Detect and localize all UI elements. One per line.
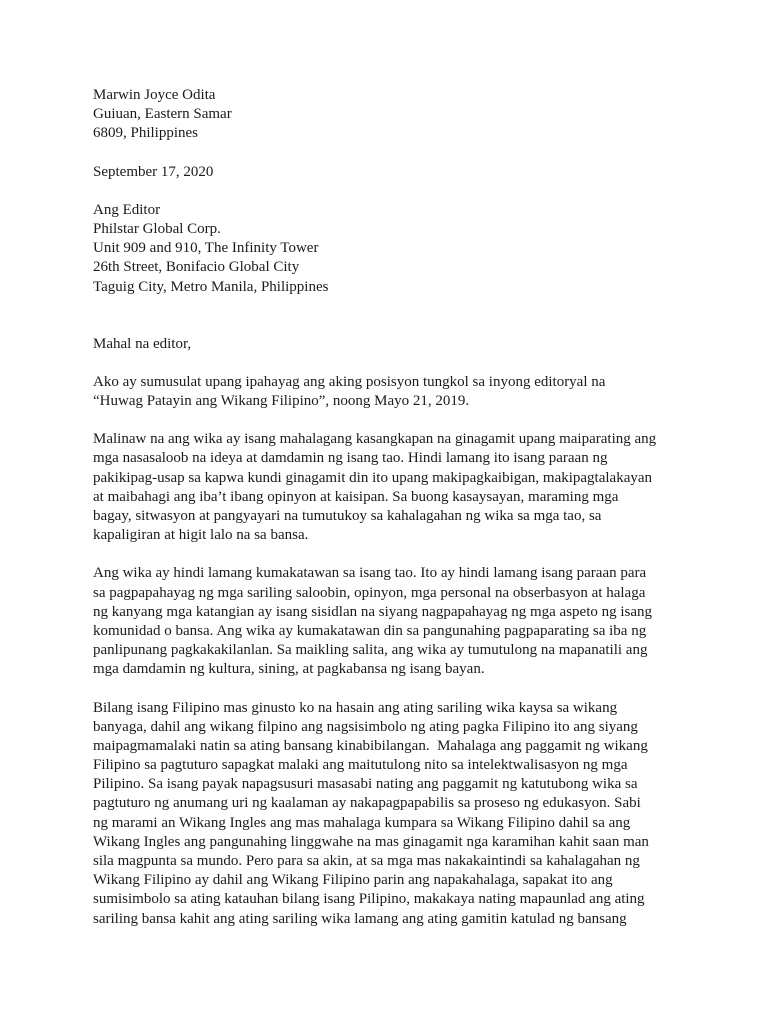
- paragraph-line: pakikipag-usap sa kapwa kundi ginagamit din ito upang makipagkaibigan, makipagtalakayan: [93, 469, 653, 486]
- letter-date: September 17, 2020: [93, 163, 214, 180]
- paragraph-line: Pilipino. Sa isang payak napagsusuri masasabi nating ang paggamit ng katutubong wika sa: [93, 776, 638, 793]
- sender-name: Marwin Joyce Odita: [93, 87, 216, 103]
- paragraph-line: kapaligiran at higit lalo na sa bansa.: [93, 527, 309, 544]
- paragraph-line: sila magpunta sa mundo. Pero para sa akin, at sa mga mas nakakaintindi sa kahalagahan ng: [93, 853, 640, 869]
- paragraph-line: Wikang Ingles ang pangunahing linggwahe na mas ginagamit nga karamihan kahit saan man: [93, 833, 649, 850]
- letter-body: [93, 86, 693, 929]
- paragraph-line: Wikang Filipino ay dahil ang Wikang Filipino parin ang napakahalaga, sapakat ito ang: [93, 872, 613, 889]
- paragraph-line: komunidad o bansa. Ang wika ay kumakatawan din sa pangunahing pagpaparating sa iba ng: [93, 622, 647, 639]
- paragraph-line: bagay, sitwasyon at pangyayari na tumutukoy sa kahalagahan ng wika sa mga tao, sa: [93, 508, 602, 524]
- paragraph-line: at maibahagi ang iba’t ibang opinyon at kaisipan. Sa buong kasaysayan, maraming mga: [93, 488, 619, 505]
- recipient-company: Philstar Global Corp.: [93, 220, 221, 237]
- paragraph-1: [93, 373, 693, 411]
- paragraph-line: Bilang isang Filipino mas ginusto ko na hasain ang ating sariling wika kaysa sa wikang: [93, 699, 618, 716]
- paragraph-4: [93, 699, 693, 929]
- paragraph-line: Ako ay sumusulat upang ipahayag ang aking posisyon tungkol sa inyong editoryal na: [93, 373, 606, 390]
- paragraph-line: ng marami an Wikang Ingles ang mas mahalaga kumpara sa Wikang Filipino dahil sa ang: [93, 814, 631, 831]
- recipient-block: [93, 201, 693, 297]
- paragraph-line: “Huwag Patayin ang Wikang Filipino”, noong Mayo 21, 2019.: [93, 393, 470, 410]
- salutation: Mahal na editor,: [93, 335, 192, 352]
- paragraph-line: Ang wika ay hindi lamang kumakatawan sa isang tao. Ito ay hindi lamang isang paraan para: [93, 565, 647, 582]
- paragraph-3: [93, 564, 693, 679]
- recipient-address-line-1: Unit 909 and 910, The Infinity Tower: [93, 240, 319, 257]
- paragraph-line: mga damdamin ng kultura, sining, at pagkabansa ng isang bayan.: [93, 661, 485, 678]
- paragraph-2: [93, 430, 693, 545]
- paragraph-line: ng kanyang mga katangian ay isang sisidlan na siyang nagpapahayag ng mga aspeto ng isang: [93, 603, 653, 620]
- paragraph-line: mga nasasaloob na ideya at damdamin ng isang tao. Hindi lamang ito isang paraan ng: [93, 450, 608, 467]
- recipient-title: Ang Editor: [93, 201, 161, 218]
- recipient-address-line-3: Taguig City, Metro Manila, Philippines: [93, 278, 329, 295]
- paragraph-line: sariling bansa kahit ang ating sariling wika lamang ang ating gamitin katulad ng bansang: [93, 910, 627, 927]
- recipient-address-line-2: 26th Street, Bonifacio Global City: [93, 259, 300, 276]
- paragraph-line: Malinaw na ang wika ay isang mahalagang kasangkapan na ginagamit upang maiparating ang: [93, 431, 657, 448]
- sender-postal: 6809, Philippines: [93, 125, 199, 142]
- paragraph-line: maipagmamalaki natin sa ating bansang kinabibilangan. Mahalaga ang paggamit ng wikang: [93, 737, 648, 754]
- paragraph-line: banyaga, dahil ang wikang filpino ang nagsisimbolo ng ating pagka Filipino ito ang siyang: [93, 718, 638, 735]
- paragraph-line: panlipunang pagkakakilanlan. Sa maikling salita, ang wika ay tumutulong na mapanatili ang: [93, 642, 648, 659]
- paragraph-line: Filipino sa pagtuturo sapagkat malaki ang maitutulong nito sa intelektwalisasyon ng mga: [93, 757, 628, 774]
- paragraph-line: sumisimbolo sa ating katauhan bilang isang Pilipino, makakaya nating mapaunlad ang ating: [93, 891, 645, 908]
- sender-block: [93, 86, 693, 144]
- paragraph-line: sa pagpapahayag ng mga sariling saloobin, opinyon, mga personal na obserbasyon at halaga: [93, 584, 646, 601]
- sender-city: Guiuan, Eastern Samar: [93, 106, 232, 123]
- paragraph-line: pagtuturo ng anumang uri ng kaalaman ay nakapagpapabilis sa proseso ng edukasyon. Sabi: [93, 795, 641, 812]
